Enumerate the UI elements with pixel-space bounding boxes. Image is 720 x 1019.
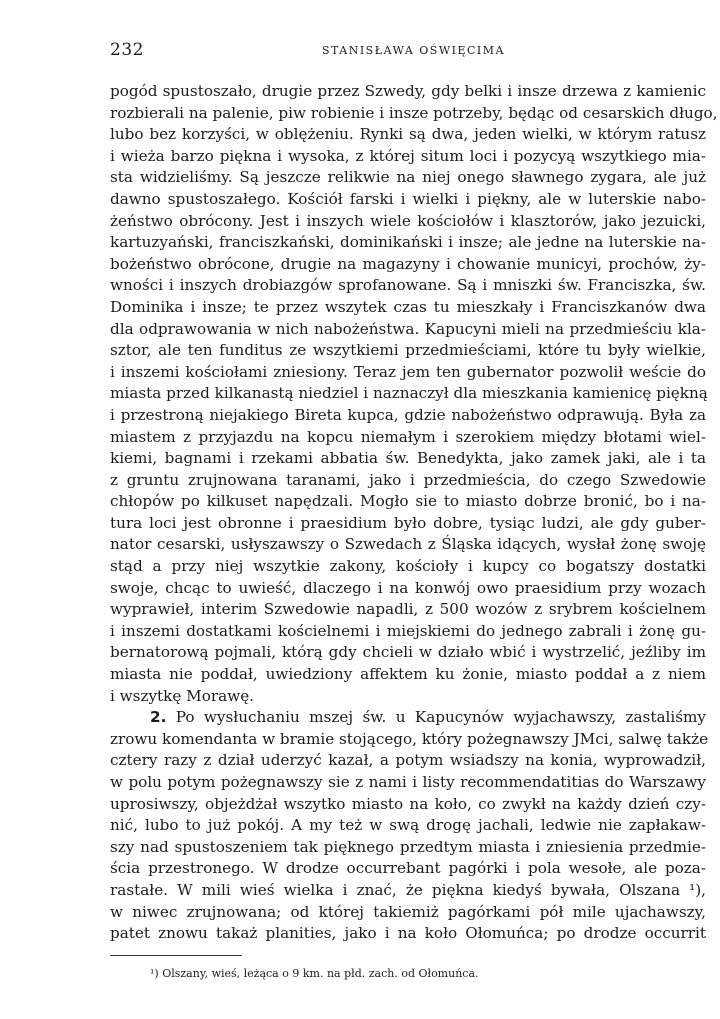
text-line: wności i inszych drobiazgów sprofanowane. Są i mniszki św. Franciszka, św. [110, 276, 706, 295]
text-line: chłopów po kilkuset napędzali. Mogło sie to miasto dobrze bronić, bo i na- [110, 492, 706, 511]
section-number: 2. [150, 708, 167, 727]
section-2 [110, 707, 709, 945]
text-line: miasta przed kilkanastą niedziel i naznaczył dla mieszkania kamienicę piękną [110, 384, 708, 403]
text-line: bernatorową pojmali, którą gdy chcieli w działo wbić i wystrzelić, jeźliby im [110, 643, 706, 662]
text-line: i inszemi dostatkami kościelnemi i miejskiemi do jednego zabrali i żonę gu- [110, 621, 706, 640]
text-line: Dominika i insze; te przez wszytek czas tu mieszkały i Franciszkanów dwa [110, 297, 706, 316]
section-2-opening-text: Po wysłuchaniu mszej św. u Kapucynów wyjachawszy, zastaliśmy [166, 708, 706, 727]
text-line: sta widzieliśmy. Są jeszcze relikwie na niej onego sławnego zygara, ale już [110, 168, 706, 187]
text-line: uprosiwszy, objeżdżał wszytko miasto na koło, co zwykł na każdy dzień czy- [110, 794, 706, 813]
body-text [110, 81, 718, 945]
text-line: rastałe. W mili wieś wielka i znać, że piękna kiedyś bywała, Olszana ¹), [110, 880, 706, 899]
text-line: kartuzyański, franciszkański, dominikański i insze; ale jedne na luterskie na- [110, 233, 706, 252]
text-line: zrowu komendanta w bramie stojącego, który pożegnawszy JMci, salwę także [110, 729, 709, 748]
footnote-rule [110, 955, 242, 956]
paragraph-1 [110, 81, 718, 707]
text-line: w polu potym pożegnawszy sie z nami i listy recommendatitias do Warszawy [110, 773, 706, 791]
section-2-first-line [110, 707, 706, 729]
text-line: dawno spustoszałego. Kościół farski i wielki i piękny, ale w luterskie nabo- [110, 189, 706, 208]
text-line: patet znowu takaż planities, jako i na koło Ołomuńca; po drodze occurrit [110, 924, 706, 943]
text-line: tura loci jest obronne i praesidium było dobre, tysiąc ludzi, ale gdy guber- [110, 513, 706, 532]
text-line: dla odprawowania w nich nabożeństwa. Kapucyni mieli na przedmieściu kla- [110, 319, 706, 338]
running-head: STANISŁAWA OŚWIĘCIMA [322, 44, 505, 57]
text-line: pogód spustoszało, drugie przez Szwedy, gdy belki i insze drzewa z kamienic [110, 82, 706, 100]
text-line: rozbierali na palenie, piw robienie i insze potrzeby, będąc od cesarskich długo, [110, 103, 718, 122]
text-line: szy nad spustoszeniem tak pięknego przedtym miasta i zniesienia przedmie- [110, 837, 706, 856]
text-line: nator cesarski, usłyszawszy o Szwedach z Śląska idących, wysłał żonę swoję [110, 535, 706, 554]
text-line: i inszemi kościołami zniesiony. Teraz jem ten gubernator pozwolił weście do [110, 362, 706, 381]
page-header [110, 40, 706, 62]
text-line: wyprawieł, interim Szwedowie napadli, z 500 wozów z srybrem kościelnem [110, 600, 706, 619]
text-line: i przestroną niejakiego Bireta kupca, gdzie nabożeństwo odprawują. Była za [110, 405, 706, 424]
text-line: miastem z przyjazdu na kopcu niemałym i szerokiem między błotami wiel- [110, 427, 706, 446]
text-line: stąd a przy niej wszytkie zakony, kościoły i kupcy co bogatszy dostatki [110, 557, 706, 576]
text-line: nić, lubo to już pokój. A my też w swą drogę jachali, ledwie nie zapłakaw- [110, 816, 706, 835]
text-line: i wszytkę Morawę. [110, 686, 255, 705]
text-line: swoje, chcąc to uwieść, dlaczego i na konwój owo praesidium przy wozach [110, 578, 706, 597]
text-line: żeństwo obrócony. Jest i inszych wiele kościołów i klasztorów, jako jezuicki, [110, 211, 706, 230]
text-line: kiemi, bagnami i rzekami abbatia św. Benedykta, jako zamek jaki, ale i ta [110, 449, 706, 468]
text-line: i wieża barzo piękna i wysoka, z której situm loci i pozycyą wszytkiego mia- [110, 146, 706, 165]
page-number: 232 [110, 40, 144, 60]
footnote: ¹) Olszany, wieś, leżąca o 9 km. na płd. zach. od Ołomuńca. [150, 967, 479, 980]
text-line: w niwec zrujnowana; od której takiemiż pagórkami pół mile ujachawszy, [110, 902, 706, 921]
text-line: miasta nie poddał, uwiedziony affektem ku żonie, miasto poddał a z niem [110, 665, 706, 684]
text-line: ścia przestronego. W drodze occurrebant pagórki i pola wesołe, ale poza- [110, 859, 706, 878]
text-line: sztor, ale ten funditus ze wszytkiemi przedmieściami, które tu były wielkie, [110, 341, 706, 360]
text-line: z gruntu zrujnowana taranami, jako i przedmieścia, do czego Szwedowie [110, 470, 706, 489]
text-line: cztery razy z dział uderzyć kazał, a potym wsiadszy na konia, wyprowadził, [110, 751, 706, 770]
text-line: lubo bez korzyści, w oblężeniu. Rynki są dwa, jeden wielki, w którym ratusz [110, 125, 706, 144]
text-line: bożeństwo obrócone, drugie na magazyny i chowanie municyi, prochów, ży- [110, 254, 706, 273]
